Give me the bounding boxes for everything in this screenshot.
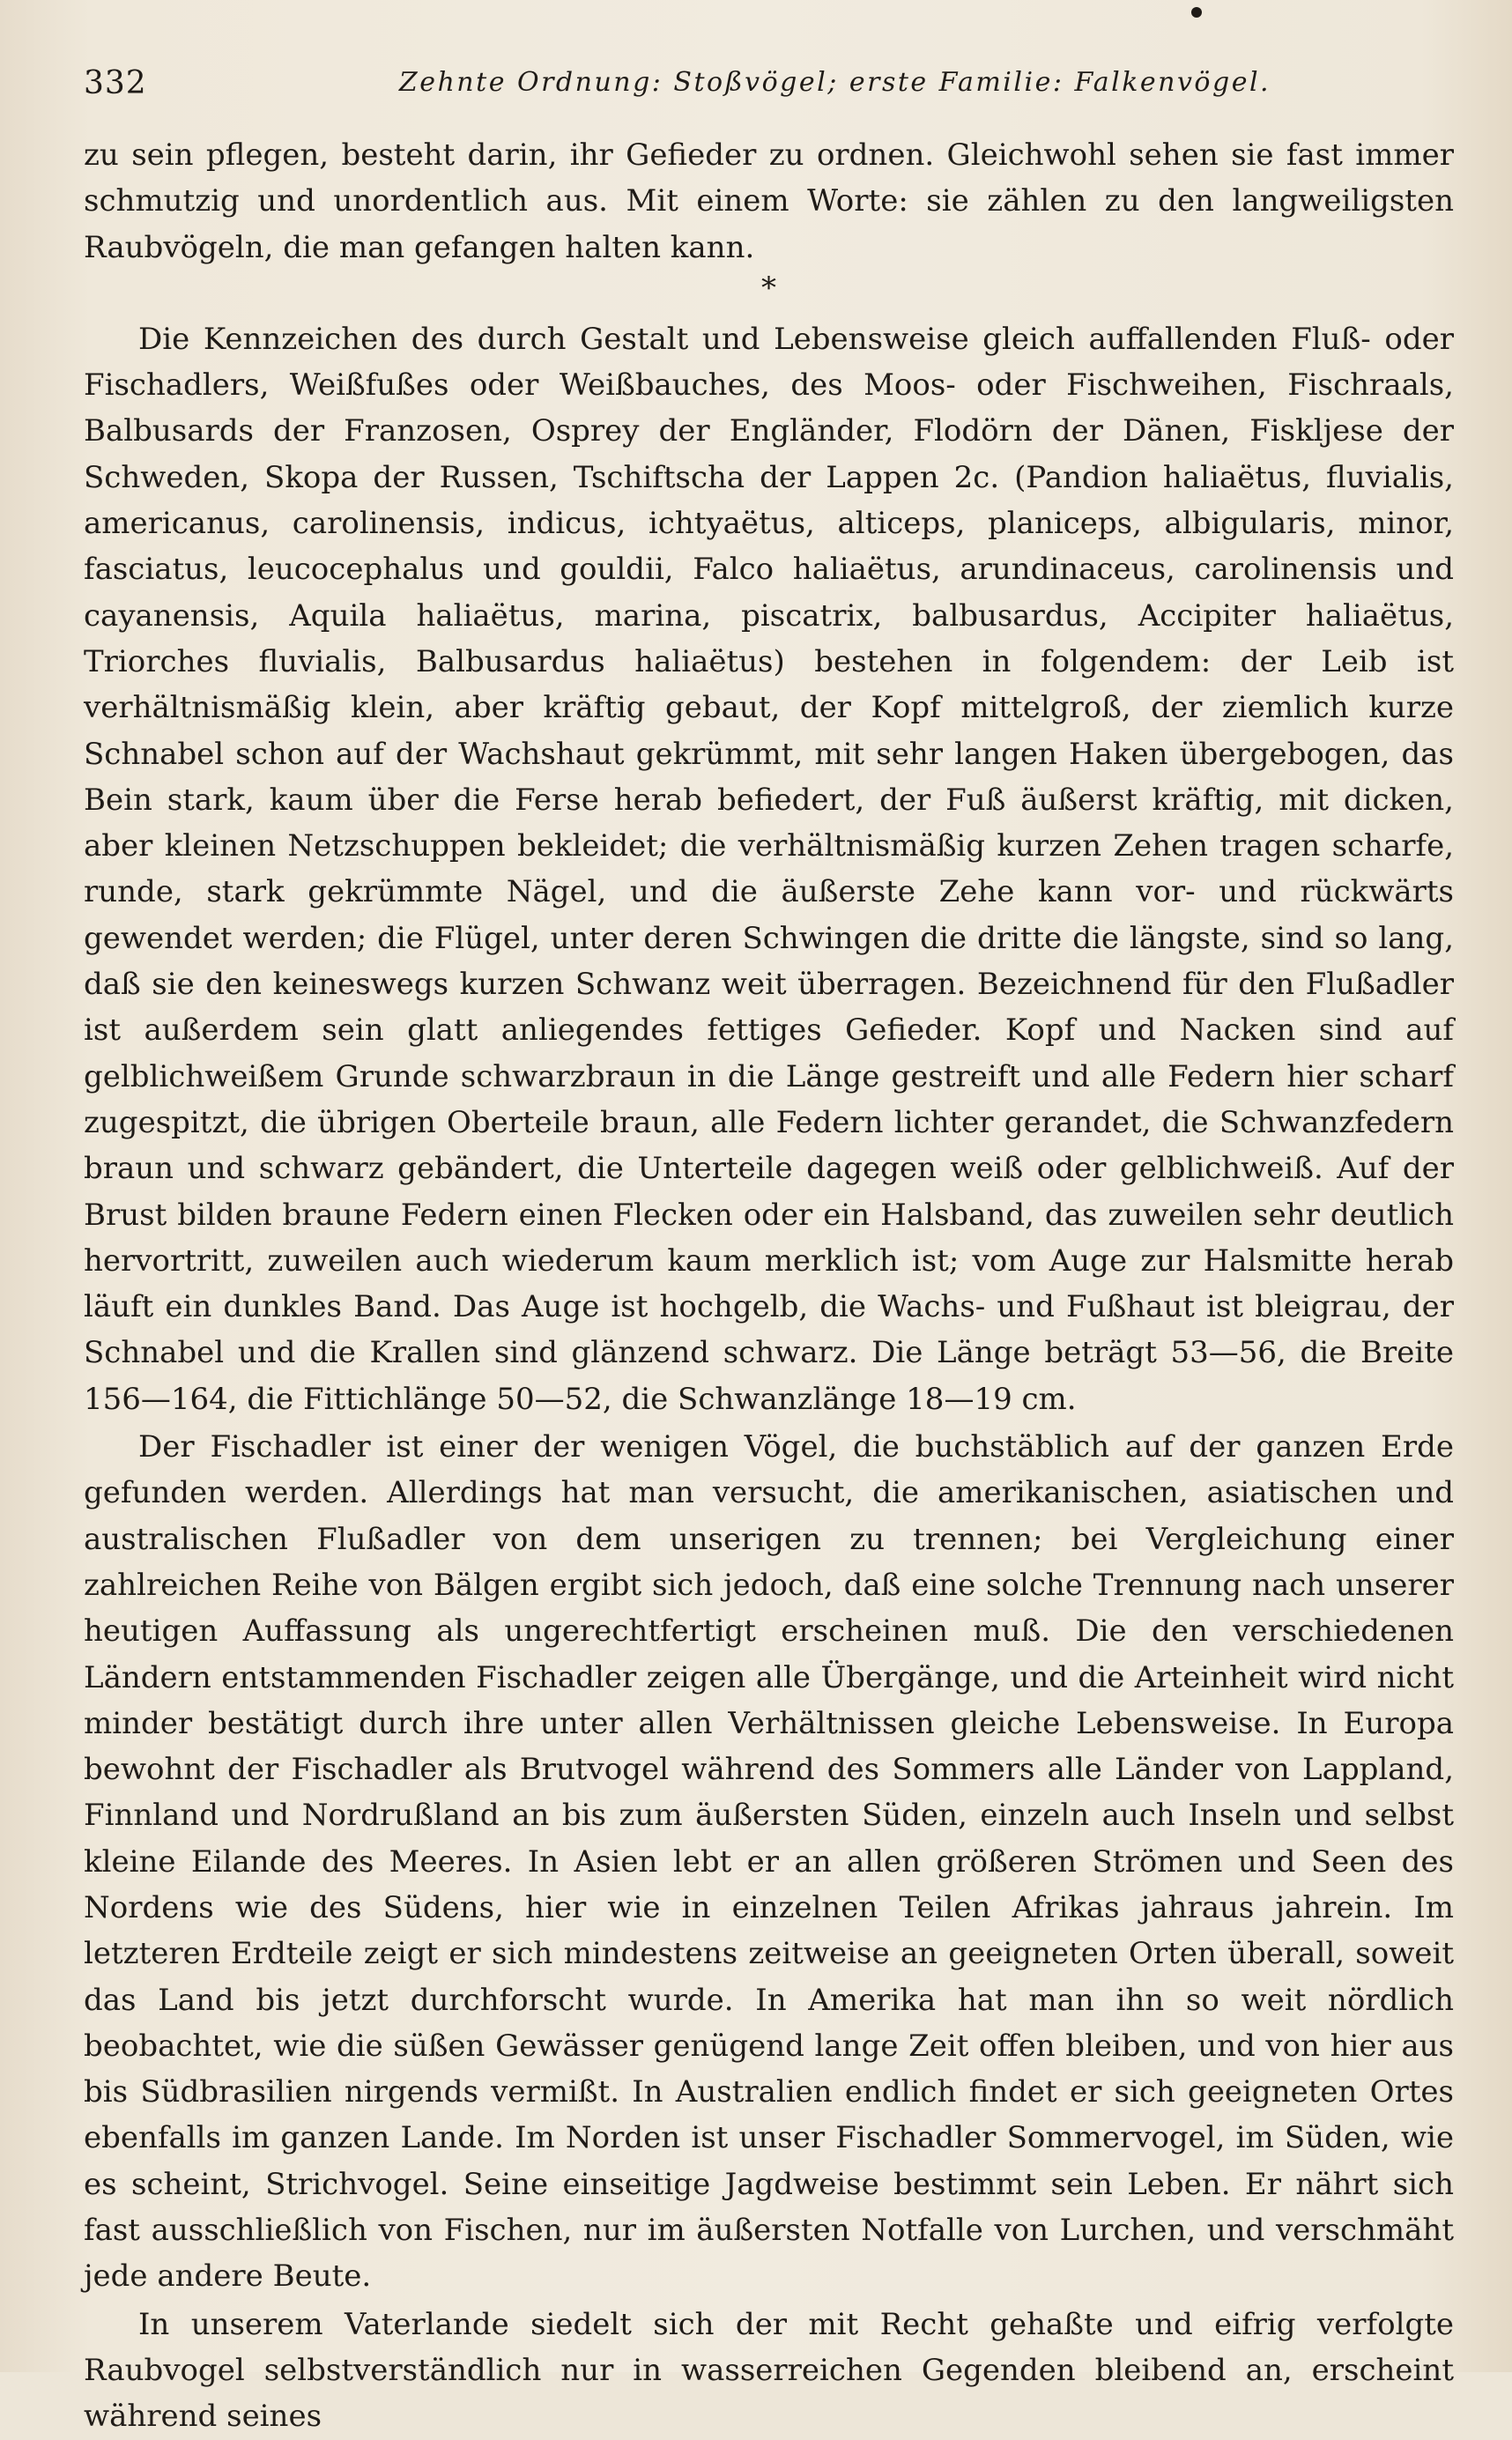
running-head: Zehnte Ordnung: Stoßvögel; erste Familie: Falkenvögel.	[398, 67, 1271, 98]
paragraph-continuation: zu sein pflegen, besteht darin, ihr Gefieder zu ordnen. Gleichwohl sehen sie fast immer schmutzig und unordentlich aus. Mit einem Worte: sie zählen zu den langweiligsten Raubvögeln, die man gefangen halten kann.	[84, 137, 1454, 265]
body-text	[84, 132, 1454, 2440]
paragraph-description: Die Kennzeichen des durch Gestalt und Lebensweise gleich auffallenden Fluß- oder Fischadlers, Weißfußes oder Weißbauches, des Moos- oder Fischweihen, Fischraals, Balbusards der Franzosen, Osprey der Engländer, Flodörn der Dänen, Fiskljese der Schweden, Skopa der Russen, Tschiftscha der Lappen 2c. (Pandion haliaëtus, fluvialis, americanus, carolinensis, indicus, ichtyaëtus, alticeps, planiceps, albigularis, minor, fasciatus, leucocephalus und gouldii, Falco haliaëtus, arundinaceus, carolinensis und cayanensis, Aquila haliaëtus, marina, piscatrix, balbusardus, Accipiter haliaëtus, Triorches fluvialis, Balbusardus haliaëtus) bestehen in folgendem: der Leib ist verhältnismäßig klein, aber kräftig gebaut, der Kopf mittelgroß, der ziemlich kurze Schnabel schon auf der Wachshaut gekrümmt, mit sehr langen Haken übergebogen, das Bein stark, kaum über die Ferse herab befiedert, der Fuß äußerst kräftig, mit dicken, aber kleinen Netzschuppen bekleidet; die verhältnismäßig kurzen Zehen tragen scharfe, runde, stark gekrümmte Nägel, und die äußerste Zehe kann vor- und rückwärts gewendet werden; die Flügel, unter deren Schwingen die dritte die längste, sind so lang, daß sie den keineswegs kurzen Schwanz weit überragen. Bezeichnend für den Flußadler ist außerdem sein glatt anliegendes fettiges Gefieder. Kopf und Nacken sind auf gelblichweißem Grunde schwarzbraun in die Länge gestreift und alle Federn hier scharf zugespitzt, die übrigen Oberteile braun, alle Federn lichter gerandet, die Schwanzfedern braun und schwarz gebändert, die Unterteile dagegen weiß oder gelblichweiß. Auf der Brust bilden braune Federn einen Flecken oder ein Halsband, das zuweilen sehr deutlich hervortritt, zuweilen auch wiederum kaum merklich ist; vom Auge zur Halsmitte herab läuft ein dunkles Band. Das Auge ist hochgelb, die Wachs- und Fußhaut ist bleigrau, der Schnabel und die Krallen sind glänzend schwarz. Die Länge beträgt 53—56, die Breite 156—164, die Fittichlänge 50—52, die Schwanzlänge 18—19 cm.	[84, 321, 1454, 1417]
page-header	[84, 60, 1454, 104]
page-number: 332	[84, 65, 147, 101]
section-separator: *	[761, 270, 776, 306]
paragraph-distribution: Der Fischadler ist einer der wenigen Vögel, die buchstäblich auf der ganzen Erde gefunden werden. Allerdings hat man versucht, die amerikanischen, asiatischen und australischen Flußadler von dem unserigen zu trennen; bei Vergleichung einer zahlreichen Reihe von Bälgen ergibt sich jedoch, daß eine solche Trennung nach unserer heutigen Auffassung als ungerechtfertigt erscheinen muß. Die den verschiedenen Ländern entstammenden Fischadler zeigen alle Übergänge, und die Arteinheit wird nicht minder bestätigt durch ihre unter allen Verhältnissen gleiche Lebensweise. In Europa bewohnt der Fischadler als Brutvogel während des Sommers alle Länder von Lappland, Finnland und Nordrußland an bis zum äußersten Süden, einzeln auch Inseln und selbst kleine Eilande des Meeres. In Asien lebt er an allen größeren Strömen und Seen des Nordens wie des Südens, hier wie in einzelnen Teilen Afrikas jahraus jahrein. Im letzteren Erdteile zeigt er sich mindestens zeitweise an geeigneten Orten überall, soweit das Land bis jetzt durchforscht wurde. In Amerika hat man ihn so weit nördlich beobachtet, wie die süßen Gewässer genügend lange Zeit offen bleiben, und von hier aus bis Südbrasilien nirgends vermißt. In Australien endlich findet er sich geeigneten Ortes ebenfalls im ganzen Lande. Im Norden ist unser Fischadler Sommervogel, im Süden, wie es scheint, Strichvogel. Seine einseitige Jagdweise bestimmt sein Leben. Er nährt sich fast ausschließlich von Fischen, nur im äußersten Notfalle von Lurchen, und verschmäht jede andere Beute.	[84, 1429, 1454, 2295]
ink-speck	[1191, 7, 1202, 18]
paragraph-fatherland: In unserem Vaterlande siedelt sich der mit Recht gehaßte und eifrig verfolgte Raubvogel selbstverständlich nur in wasserreichen Gegenden bleibend an, erscheint während seines	[84, 2306, 1454, 2435]
